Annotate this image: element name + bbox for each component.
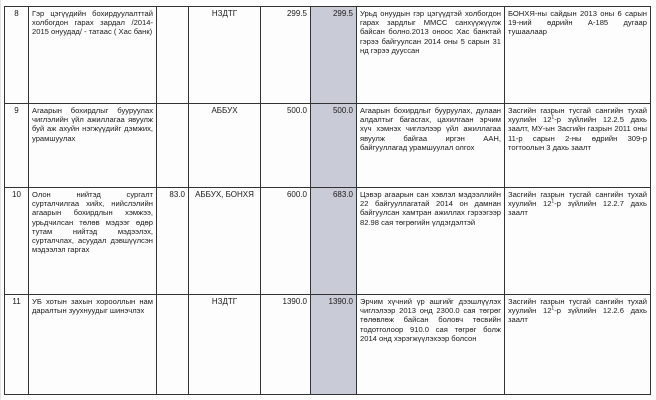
actual-amount: 500.0 — [311, 104, 357, 188]
legal-basis — [505, 295, 651, 395]
row-number: 11 — [5, 295, 29, 395]
actual-amount: 683.0 — [311, 188, 357, 295]
responsible-agency: НЗДТГ — [189, 295, 261, 395]
extra-amount — [157, 104, 189, 188]
table-row — [5, 295, 651, 395]
planned-amount: 600.0 — [261, 188, 311, 295]
legal-basis-sup: 1 — [551, 305, 555, 312]
row-number: 10 — [5, 188, 29, 295]
responsible-agency: АББУХ, БОНХЯ — [189, 188, 261, 295]
row-number: 8 — [5, 7, 29, 104]
extra-amount — [157, 7, 189, 104]
legal-basis-main: БОНХЯ-ны сайдын 2013 оны 6 сарын 19-ний өдрийн А-185 дугаар тушаалаар — [508, 9, 647, 37]
measure-name: Гэр цэгүүдийн бохирдуулалттай холбогдон гарах зардал /2014-2015 онуудад/ - татаас ( Хас банк) — [29, 7, 157, 104]
responsible-agency: НЗДТГ — [189, 7, 261, 104]
measure-name: Олон нийтэд сургалт сурталчилгаа хийх, нийслэлийн агаарын бохирдлын хэмжээ, урьдчилсан төлөв мэдээг өдөр тутам нийтэд мэдээлэх, сурталчлах, асуудал дэвшүүлсэн мэдээлэл гаргах — [29, 188, 157, 295]
legal-basis-sup: 1 — [551, 198, 555, 205]
planned-amount: 500.0 — [261, 104, 311, 188]
actual-amount: 299.5 — [311, 7, 357, 104]
progress-note: Урьд онуудын гэр цэгүүдтэй холбогдон гарах зардлыг ММСС санхүүжүүлж байсан болно.2013 оноос Хас банктай гэрээ байгуулсан 2014 оны 5 сарын 31 нд гэрээ дууссан — [357, 7, 505, 104]
table-row — [5, 104, 651, 188]
table-row — [5, 7, 651, 104]
row-number: 9 — [5, 104, 29, 188]
measure-name: Агаарын бохирдлыг бууруулах чиглэлийн үйл ажиллагаа явуулж буй аж ахуйн нэгжүүдийг дэмжих, урамшуулах — [29, 104, 157, 188]
progress-note: Эрчим хүчний үр ашгийг дээшлүүлэх чиглэлээр 2013 онд 2300.0 сая төгрөг төлөвлөж байсан боловч төсвийн тодотголоор 910.0 сая төгрөг болж 2014 онд хэрэгжүүлэхээр болсон — [357, 295, 505, 395]
legal-basis-main: Засгийн газрын тусгай сангийн тухай хуулийн 12 — [508, 297, 647, 316]
budget-table — [4, 6, 651, 395]
legal-basis-tail: -р зүйлийн 12.2.6 дахь заалт — [508, 306, 648, 325]
planned-amount: 1390.0 — [261, 295, 311, 395]
legal-basis — [505, 188, 651, 295]
table-row — [5, 188, 651, 295]
extra-amount — [157, 295, 189, 395]
progress-note: Агаарын бохирдлыг бууруулах, дулаан алдалтыг багасгах, цахилгаан эрчим хүч хэмнэх чиглэлээр үйл ажиллагаа явуулж байгаа иргэн ААН, байгууллагад урамшуулал олгох — [357, 104, 505, 188]
legal-basis-main: Засгийн газрын тусгай сангийн тухай хуулийн 12 — [508, 106, 647, 125]
planned-amount: 299.5 — [261, 7, 311, 104]
extra-amount: 83.0 — [157, 188, 189, 295]
measure-name: УБ хотын захын хорооллын нам даралтын зуухнуудыг шинэчлэх — [29, 295, 157, 395]
legal-basis-tail: -р зүйлийн 12.2.7 дахь заалт — [508, 199, 648, 218]
responsible-agency: АББУХ — [189, 104, 261, 188]
actual-amount: 1390.0 — [311, 295, 357, 395]
legal-basis — [505, 7, 651, 104]
legal-basis — [505, 104, 651, 188]
legal-basis-main: Засгийн газрын тусгай сангийн тухай хуулийн 12 — [508, 190, 647, 209]
legal-basis-tail: -р зүйлийн 12.2.5 дахь заалт, МУ-ын Засгийн газрын 2011 оны 11-р сарын 2-ны өдрийн 309-р тогтоолын 3 дахь заалт — [508, 115, 648, 152]
legal-basis-sup: 1 — [551, 114, 555, 121]
progress-note: Цэвэр агаарын сан хэвлэл мэдээллийн 22 байгууллагатай 2014 он дамнан байгуулсан хамтран ажиллах гэрээгээр 82.98 сая төгрөгийн үлдэгдэлтэй — [357, 188, 505, 295]
page-edge — [0, 0, 1, 400]
